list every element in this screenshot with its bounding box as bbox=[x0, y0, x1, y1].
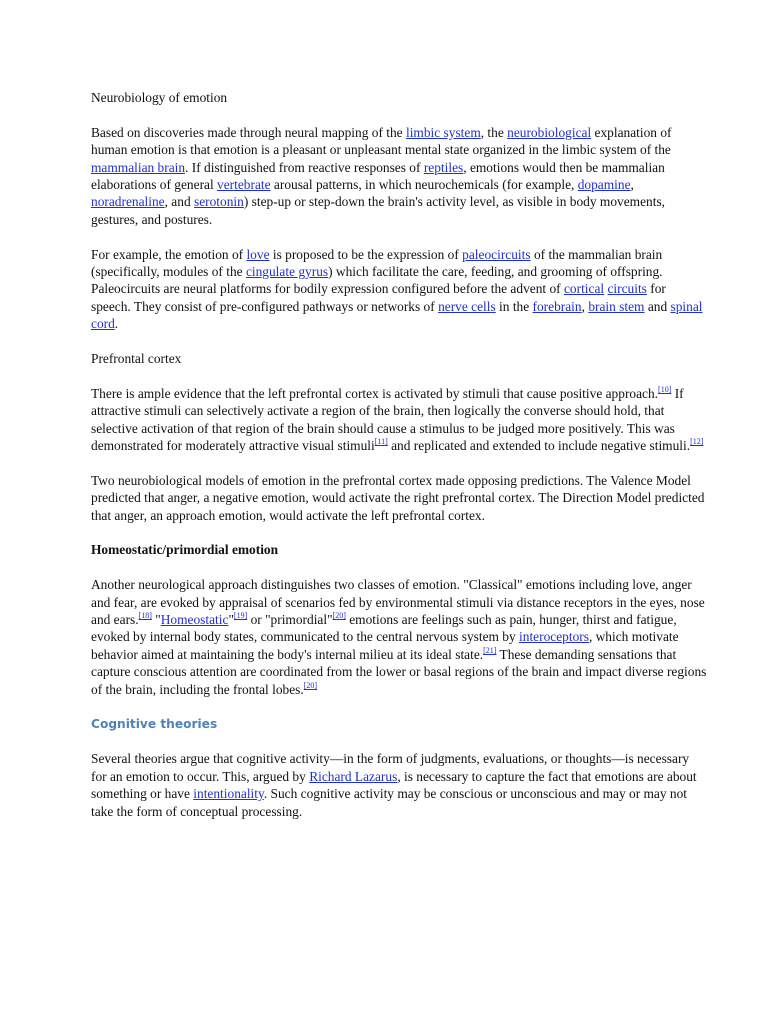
text-run: " bbox=[228, 612, 234, 628]
link-limbic-system[interactable]: limbic system bbox=[405, 124, 481, 140]
text-run: or "primordial" bbox=[247, 612, 333, 628]
text-run: . bbox=[114, 316, 119, 332]
paragraph-homeostatic bbox=[91, 576, 708, 698]
link-homeostatic[interactable]: Homeostatic bbox=[160, 612, 229, 628]
link-intentionality[interactable]: intentionality bbox=[193, 786, 264, 802]
text-run: , bbox=[581, 298, 589, 314]
link-cingulate-gyrus[interactable]: cingulate gyrus bbox=[245, 264, 329, 280]
text-run: , emotions would then be mammalian elaborations of general bbox=[91, 159, 665, 193]
paragraph-cognitive bbox=[91, 750, 708, 820]
link-noradrenaline[interactable]: noradrenaline bbox=[91, 194, 165, 210]
paragraph-valence-direction: Two neurobiological models of emotion in the prefrontal cortex made opposing predictions. The Valence Model predicted that anger, a negative emotion, would activate the right prefrontal cortex. The Direction Model predicted that anger, an approach emotion, would activate the left prefrontal cortex. bbox=[91, 472, 705, 523]
section-heading-prefrontal: Prefrontal cortex bbox=[91, 351, 182, 367]
citation-21[interactable]: [21] bbox=[483, 645, 497, 655]
text-run: . If distinguished from reactive responses of bbox=[185, 159, 424, 175]
text-run: , and bbox=[164, 194, 194, 210]
link-vertebrate[interactable]: vertebrate bbox=[217, 177, 271, 193]
link-love[interactable]: love bbox=[246, 246, 270, 262]
section-heading-homeostatic: Homeostatic/primordial emotion bbox=[91, 542, 279, 558]
citation-20-second[interactable]: [20] bbox=[303, 680, 318, 690]
text-run: of the mammalian brain (specifically, modules of the bbox=[91, 246, 663, 280]
link-reptiles[interactable]: reptiles bbox=[423, 159, 464, 175]
text-run: and replicated and extended to include negative stimuli. bbox=[387, 438, 691, 454]
link-brain-stem[interactable]: brain stem bbox=[588, 298, 645, 314]
text-run: There is ample evidence that the left prefrontal cortex is activated by stimuli that cause positive approach. bbox=[91, 385, 659, 401]
link-paleocircuits[interactable]: paleocircuits bbox=[462, 246, 531, 262]
text-run: " bbox=[151, 612, 161, 628]
text-run: , is necessary to capture the fact that emotions are about something or have bbox=[91, 768, 697, 802]
text-run: and bbox=[644, 298, 671, 314]
citation-12[interactable]: [12] bbox=[690, 437, 704, 447]
text-run: , the bbox=[480, 124, 508, 140]
citation-18[interactable]: [18] bbox=[138, 611, 152, 621]
section-heading-cognitive: Cognitive theories bbox=[91, 716, 218, 731]
link-forebrain[interactable]: forebrain bbox=[532, 298, 582, 314]
text-run: , which motivate behavior aimed at maintaining the body's internal milieu at its ideal state. bbox=[91, 629, 679, 662]
text-run: ) which facilitate the care, feeding, and grooming of offspring. Paleocircuits are neural platforms for bodily expression configured before the advent of bbox=[91, 264, 663, 297]
link-dopamine[interactable]: dopamine bbox=[577, 177, 631, 193]
link-cortical[interactable]: cortical bbox=[563, 281, 605, 297]
page-title: Neurobiology of emotion bbox=[91, 90, 228, 105]
link-neurobiological[interactable]: neurobiological bbox=[507, 124, 592, 140]
citation-10[interactable]: [10] bbox=[658, 384, 672, 394]
link-nerve-cells[interactable]: nerve cells bbox=[438, 298, 496, 314]
text-run: Based on discoveries made through neural mapping of the bbox=[91, 124, 406, 140]
link-circuits[interactable]: circuits bbox=[607, 281, 647, 297]
citation-11[interactable]: [11] bbox=[374, 437, 388, 447]
paragraph-limbic bbox=[91, 124, 708, 228]
text-run: is proposed to be the expression of bbox=[269, 246, 463, 262]
text-run: , bbox=[630, 177, 634, 193]
text-run: These demanding sensations that capture conscious attention are coordinated from the lower or basal regions of the brain and impact diverse regions of the brain, including the frontal lobes. bbox=[91, 646, 707, 697]
text-run: arousal patterns, in which neurochemicals (for example, bbox=[270, 177, 578, 193]
citation-20[interactable]: [20] bbox=[332, 611, 346, 621]
link-serotonin[interactable]: serotonin bbox=[194, 194, 244, 210]
link-richard-lazarus[interactable]: Richard Lazarus bbox=[309, 768, 398, 784]
paragraph-prefrontal-evidence bbox=[91, 385, 708, 455]
citation-19[interactable]: [19] bbox=[233, 611, 248, 621]
link-mammalian-brain[interactable]: mammalian brain bbox=[91, 159, 186, 175]
text-run: Several theories argue that cognitive activity—in the form of judgments, evaluations, or thoughts—is necessary for an emotion to occur. This, argued by bbox=[91, 751, 690, 784]
text-run: in the bbox=[495, 298, 533, 314]
link-interoceptors[interactable]: interoceptors bbox=[519, 629, 589, 645]
text-run: emotions are feelings such as pain, hunger, thirst and fatigue, evoked by internal body states, communicated to the central nervous system by bbox=[91, 612, 677, 645]
text-run: For example, the emotion of bbox=[91, 246, 247, 262]
link-spinal-cord[interactable]: spinal cord bbox=[91, 298, 703, 332]
text-run: If attractive stimuli can selectively activate a region of the brain, then logically the converse should hold, that selective activation of that region of the brain should cause a stimulus to be judged more positively. This was demonstrated for moderately attractive visual stimuli bbox=[91, 385, 684, 454]
text-run: Another neurological approach distinguishes two classes of emotion. "Classical" emotions including love, anger and fear, are evoked by appraisal of scenarios fed by environmental stimuli via distance receptors in the eyes, nose and ears. bbox=[91, 577, 705, 628]
text-run: for speech. They consist of pre-configured pathways or networks of bbox=[91, 281, 666, 314]
text-run: ) step-up or step-down the brain's activity level, as visible in body movements, gestures, and postures. bbox=[91, 194, 666, 227]
paragraph-love bbox=[91, 246, 708, 333]
text-run: . Such cognitive activity may be conscious or unconscious and may or may not take the form of conceptual processing. bbox=[91, 786, 688, 819]
text-run: explanation of human emotion is that emotion is a pleasant or unpleasant mental state organized in the limbic system of the bbox=[91, 124, 672, 158]
